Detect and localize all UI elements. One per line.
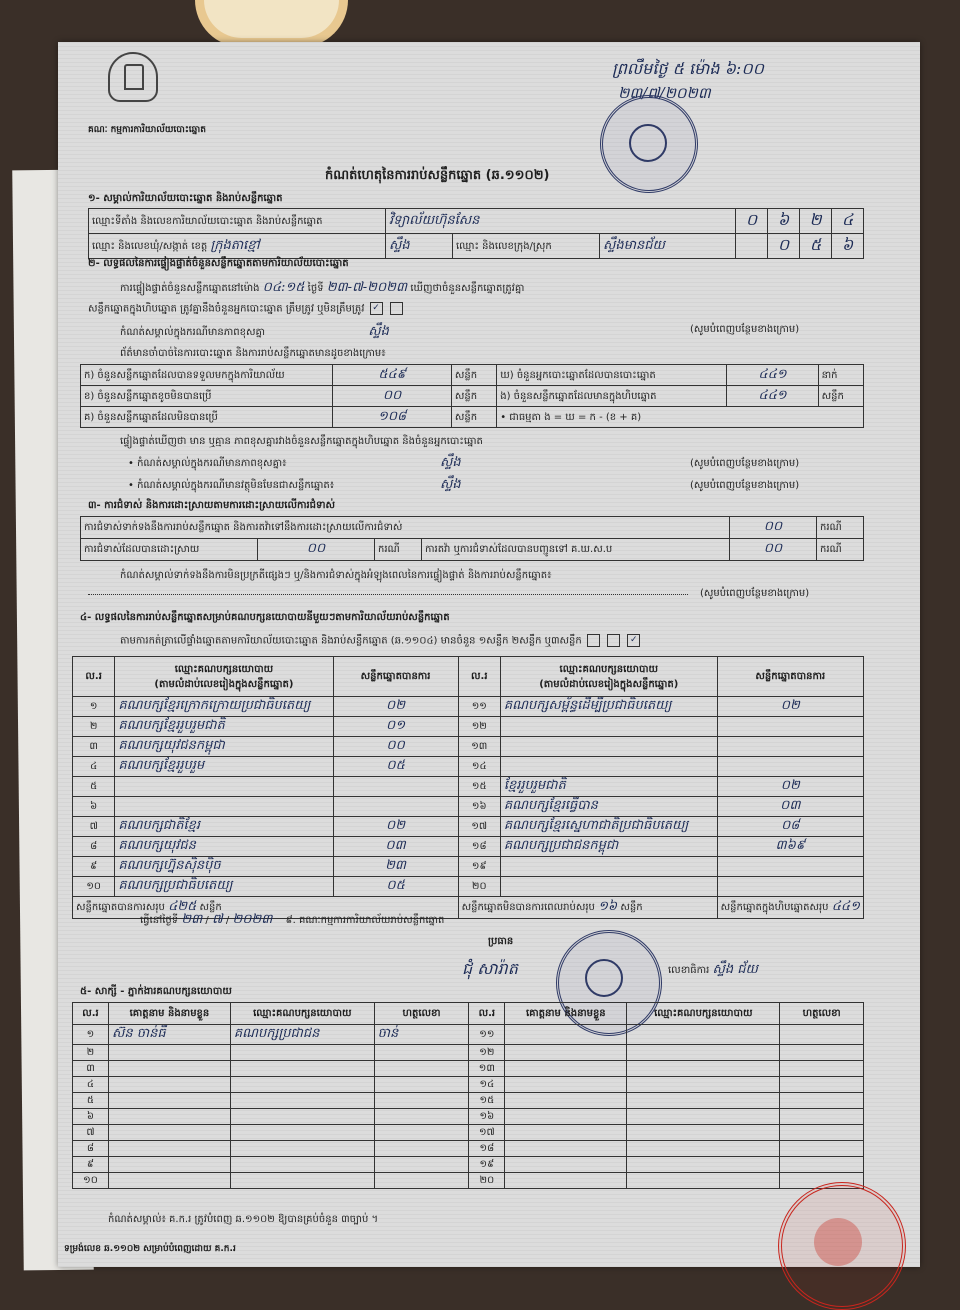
s2-table-intro: ព័ត៌មានចាំបាច់នៃការបោះឆ្នោត និងការរាប់សន្លឹកឆ្នោតមានដូចខាងក្រោម៖ [120, 348, 386, 359]
s1-row2-label [89, 234, 386, 259]
s2-note2-value: ស្ទឹង [440, 477, 461, 492]
s3-r2-unit2: ករណី [817, 539, 864, 561]
s4-row-votes: ០១ [333, 717, 458, 737]
s5-row-no: ១១ [469, 1025, 505, 1045]
s4-row-no: ៤ [73, 757, 115, 777]
s4-row-votes [717, 757, 863, 777]
s4-row-party: គណបក្សប្រជាជនកម្ពុជា [500, 837, 717, 857]
s4-row-party: គណបក្សជាតិខ្មែរ [115, 817, 333, 837]
cup-object [195, 0, 348, 47]
s5-col-party: ឈ្មោះគណបក្សនយោបាយ [230, 1003, 374, 1025]
s5-footnote: កំណត់សម្គាល់៖ គ.ក.រ ត្រូវបំពេញ ឆ.១១០២ ឱ្យបានគ្រប់ចំនួន ៣ច្បាប់ ។ [108, 1214, 379, 1225]
s1-row1-value: វិទ្យាល័យហ៊ុនសែន [386, 209, 736, 234]
s4-col-party-sub: (តាមលំដាប់លេខរៀងក្នុងសន្លឹកឆ្នោត) [154, 678, 294, 690]
s3-r1-value: ០០ [730, 517, 817, 539]
s3-note: កំណត់សម្គាល់ទាក់ទងនឹងការមិនប្រក្រតីផ្សេងៗ ឬ/និងការជំទាស់ក្នុងអំឡុងពេលនៃការផ្ទៀងផ្ទាត់ និងការរាប់សន្លឹកឆ្នោត៖ [120, 570, 552, 581]
s2-row-value2: ៤៤១ [727, 386, 818, 407]
s4-row-no: ១៩ [458, 857, 500, 877]
s4-row-no: ១៦ [458, 797, 500, 817]
s2-total-value: ស្ទឹង [368, 324, 389, 339]
section-3-heading: ៣- ការជំទាស់ និងការដោះស្រាយតាមការដោះស្រាយលើការជំទាស់ [88, 500, 336, 511]
s4-row-party: គណបក្សសម្ព័ន្ធដើម្បីប្រជាធិបតេយ្យ [500, 697, 717, 717]
s5-row-no: ៣ [73, 1061, 109, 1077]
s1-digit: ០ [768, 234, 800, 259]
s2-row-value: ០០ [333, 386, 451, 407]
national-emblem-icon [108, 52, 158, 102]
s4-total-box-cell [717, 897, 863, 919]
s4-done-month: ៧ [211, 912, 223, 927]
s4-row-no: ៩ [73, 857, 115, 877]
s4-col-party-label: ឈ្មោះគណបក្សនយោបាយ [559, 663, 658, 675]
s4-unit: សន្លឹក [620, 902, 643, 913]
s3-r2-value: ០០ [258, 539, 375, 561]
s2-note1-fill: (សូមបំពេញបន្ថែមខាងក្រោម) [690, 458, 800, 469]
s4-col-no: ល.រ [458, 657, 500, 697]
s2-line1 [120, 280, 524, 296]
s4-col-party-label: ឈ្មោះគណបក្សនយោបាយ [174, 663, 274, 675]
s4-total-invalid-label: សន្លឹកឆ្នោតមិនបានការពេលរាប់សរុប [461, 902, 595, 913]
official-seal-top [600, 95, 698, 193]
section-1-heading: ១- សម្គាល់ការិយាល័យបោះឆ្នោត និងរាប់សន្លឹកឆ្នោត [88, 193, 283, 204]
s5-row-no: ២ [73, 1045, 109, 1061]
s3-r2-label2: ការតវ៉ា ឬការជំទាស់ដែលបានបញ្ជូនទៅ គ.ឃ.ស.ប [422, 539, 730, 561]
s4-secretary-label: លេខាធិការ [668, 965, 710, 976]
s5-row-no: ១៩ [469, 1157, 505, 1173]
section-4-table [72, 656, 864, 919]
s4-row-no: ១១ [458, 697, 500, 717]
s5-col-sig: ហត្ថលេខា [780, 1003, 864, 1025]
s3-fill-line [88, 594, 688, 595]
s1-row1-label: ឈ្មោះទីតាំង និងលេខការិយាល័យបោះឆ្នោត និងរាប់សន្លឹកឆ្នោត [89, 209, 386, 234]
s2-row-unit2: សន្លឹក [818, 386, 863, 407]
s4-checkbox-checked: ✓ [627, 634, 640, 647]
s4-row-party: គណបក្សយុវជនកម្ពុជា [115, 737, 333, 757]
s2-question-line: ផ្ទៀងផ្ទាត់ឃើញថា មាន ឬគ្មាន ភាពខុសគ្នារវាងចំនួនសន្លឹកឆ្នោតក្នុងហិបឆ្នោត និងចំនួនអ្នកបោះឆ្នោត [120, 436, 483, 447]
section-5-table [72, 1002, 864, 1189]
s4-row-no: ៨ [73, 837, 115, 857]
s4-row-votes: ០៥ [333, 757, 458, 777]
s1-row2-label-text: ឈ្មោះ និងលេខឃុំ/សង្កាត់ ខេត្ត [92, 240, 208, 252]
s5-row-no: ៦ [73, 1109, 109, 1125]
office-label: គណៈ កម្មការការិយាល័យបោះឆ្នោត [88, 125, 206, 135]
s5-col-no: ល.រ [73, 1003, 109, 1025]
form-title: កំណត់ហេតុនៃការរាប់សន្លឹកឆ្នោត (ឆ.១១០២) [325, 168, 550, 183]
s2-row-unit: សន្លឹក [451, 386, 496, 407]
s2-line2-text: សន្លឹកឆ្នោតក្នុងហិបឆ្នោត ត្រូវគ្នានឹងចំនួនអ្នកបោះឆ្នោត ត្រឹមត្រូវ ឬមិនត្រឹមត្រូវ [88, 303, 365, 315]
s5-row-no: ១២ [469, 1045, 505, 1061]
s2-note2: • កំណត់សម្គាល់ក្នុងករណីមានវត្ថុមិនមែនជាសន្លឹកឆ្នោត៖ [128, 480, 335, 491]
s4-row-party [115, 797, 333, 817]
s3-r2-value2: ០០ [730, 539, 817, 561]
s4-unit: សន្លឹក [199, 902, 222, 913]
s4-row-votes: ០៥ [333, 877, 458, 897]
s4-row-party: គណបក្សខ្មែរក្រោកក្រោយប្រជាធិបតេយ្យ [115, 697, 333, 717]
s2-row-value: ៥៤៩ [333, 365, 451, 386]
s5-row-no: ១៤ [469, 1077, 505, 1093]
s4-total-box: ៤៤១ [831, 899, 860, 914]
red-seal [778, 1182, 906, 1310]
s1-digit: ៦ [768, 209, 800, 234]
s3-r1-unit: ករណី [817, 517, 864, 539]
s4-row-no: ១២ [458, 717, 500, 737]
s4-col-party [115, 657, 333, 697]
s2-row-label: ខ) ចំនួនសន្លឹកឆ្នោតខូចមិនបានប្រើ [81, 386, 333, 407]
s1-row2-value2: ស្ទឹង [386, 234, 453, 259]
s1-digit: ០ [736, 209, 768, 234]
s4-done-day: ២៣ [181, 912, 203, 927]
s2-row-label: គ) ចំនួនសន្លឹកឆ្នោតដែលមិនបានប្រើ [81, 407, 333, 428]
s2-row-label2: ឃ) ចំនួនអ្នកបោះឆ្នោតដែលបានបោះឆ្នោត [497, 365, 727, 386]
s3-r1-label: ការជំទាស់ទាក់ទងនឹងការរាប់សន្លឹកឆ្នោត និងការតវ៉ាទៅនឹងការដោះស្រាយលើការជំទាស់ [81, 517, 730, 539]
s2-line1-pre: ការផ្ទៀងផ្ទាត់ចំនួនសន្លឹកឆ្នោតនៅម៉ោង [120, 283, 260, 294]
s4-row-party [500, 877, 717, 897]
s4-row-no: ១៣ [458, 737, 500, 757]
s2-total-line [120, 324, 389, 340]
s4-row-party: ខ្មែររួបរួមជាតិ [500, 777, 717, 797]
s5-row-no: ១៧ [469, 1125, 505, 1141]
s2-date-pre: ថ្ងៃទី [307, 283, 324, 294]
s4-total-valid: ៤២៥ [168, 899, 197, 914]
s5-col-name: គោត្តនាម និងនាមខ្លួន [108, 1003, 230, 1025]
s5-row-no: ១៣ [469, 1061, 505, 1077]
s1-row2-label2: ឈ្មោះ និងលេខក្រុង/ស្រុក [453, 234, 600, 259]
s4-row-party [500, 737, 717, 757]
section-5-heading: ៥- សាក្សី - ភ្នាក់ងារគណបក្សនយោបាយ [80, 986, 232, 997]
s1-row2-value1: ក្រុងតាខ្មៅ [210, 237, 260, 253]
s4-row-no: ២០ [458, 877, 500, 897]
s2-row-value2: ៤៤១ [727, 365, 818, 386]
s4-row-party: គណបក្សខ្មែររួបរួមជាតិ [115, 717, 333, 737]
s2-row-label: ក) ចំនួនសន្លឹកឆ្នោតដែលបានទទួលមកក្នុងការិយាល័យ [81, 365, 333, 386]
s4-row-votes [717, 717, 863, 737]
s5-row-no: ១ [73, 1025, 109, 1045]
section-4-heading: ៤- លទ្ធផលនៃការរាប់សន្លឹកឆ្នោតសម្រាប់គណបក្សនយោបាយនីមួយៗតាមការិយាល័យរាប់សន្លឹកឆ្នោត [80, 612, 450, 623]
s5-row-no: ៥ [73, 1093, 109, 1109]
s5-col-party: ឈ្មោះគណបក្សនយោបាយ [627, 1003, 780, 1025]
s4-row-votes [333, 777, 458, 797]
s4-intro-line [120, 634, 642, 648]
s4-row-no: ២ [73, 717, 115, 737]
s4-row-no: ៥ [73, 777, 115, 797]
s3-r2-unit: ករណី [375, 539, 422, 561]
s2-total-label: កំណត់សម្គាល់ក្នុងករណីមានភាពខុសគ្នា [120, 327, 266, 338]
s4-col-party-sub: (តាមលំដាប់លេខរៀងក្នុងសន្លឹកឆ្នោត) [539, 678, 679, 690]
s4-row-votes [717, 857, 863, 877]
s1-digit: ៥ [800, 234, 832, 259]
s3-fill: (សូមបំពេញបន្ថែមខាងក្រោម) [700, 588, 810, 599]
s4-done-line: ធ្វើនៅថ្ងៃទី ២៣ / ៧ / ២០២៣ ៩. គណៈកម្មការការិយាល័យរាប់សន្លឹកឆ្នោត [140, 912, 445, 927]
s4-row-votes: ០២ [333, 697, 458, 717]
s2-row-unit2: នាក់ [818, 365, 863, 386]
s4-row-votes: ០០ [333, 737, 458, 757]
s4-row-no: ១០ [73, 877, 115, 897]
s4-done-label: ធ្វើនៅថ្ងៃទី [140, 915, 179, 926]
s5-col-no: ល.រ [469, 1003, 505, 1025]
s4-done-year: ២០២៣ [232, 912, 273, 927]
s4-row-votes: ០២ [717, 777, 863, 797]
s4-col-votes: សន្លឹកឆ្នោតបានការ [717, 657, 863, 697]
s2-note1: • កំណត់សម្គាល់ក្នុងករណីមានភាពខុសគ្នា៖ [128, 458, 287, 469]
s1-row2-value3: ស្ទឹងមានជ័យ [600, 234, 736, 259]
section-2-table [80, 364, 864, 428]
s2-note-label: (សូមបំពេញបន្ថែមខាងក្រោម) [690, 324, 800, 335]
section-2-heading: ២- លទ្ធផលនៃការផ្ទៀងផ្ទាត់ចំនួនសន្លឹកឆ្នោតតាមការិយាល័យបោះឆ្នោត [88, 258, 349, 269]
s2-note2-fill: (សូមបំពេញបន្ថែមខាងក្រោម) [690, 480, 800, 491]
s4-row-votes: ៣៦៩ [717, 837, 863, 857]
s4-intro: តាមការកត់ត្រាលើផ្ទាំងឆ្នោតតាមការិយាល័យបោះឆ្នោត និងរាប់សន្លឹកឆ្នោត (ឆ.១១០៤) មានចំនួន ១សន្លឹក ២សន្លឹក ឬ៣សន្លឹក [120, 635, 582, 647]
s4-row-party [500, 757, 717, 777]
chair-signature: ជុំ សារ៉ាត [462, 959, 518, 978]
s5-row-no: ១៦ [469, 1109, 505, 1125]
s4-row-party [500, 717, 717, 737]
s4-row-party [115, 777, 333, 797]
section-1-table [88, 208, 864, 259]
s2-line2 [88, 302, 405, 316]
s4-row-party [500, 857, 717, 877]
s2-row-unit: សន្លឹក [451, 365, 496, 386]
s4-chair: ប្រធាន [488, 936, 514, 947]
s4-row-votes [717, 737, 863, 757]
s2-time: ០៤:១៥ [262, 280, 305, 295]
form-footer: ទម្រង់លេខ ឆ.១១០២ សម្រាប់បំពេញដោយ គ.ក.រ [64, 1244, 236, 1254]
s4-total-box-label: សន្លឹកឆ្នោតក្នុងហិបឆ្នោតសរុប [720, 902, 829, 913]
s4-row-party: គណបក្សហ្វ៊ុនស៊ិនប៉ិច [115, 857, 333, 877]
s4-col-no: ល.រ [73, 657, 115, 697]
s4-committee: ៩. គណៈកម្មការការិយាល័យរាប់សន្លឹកឆ្នោត [285, 915, 445, 926]
stamp-note: ព្រលឹមថ្ងៃ ៥ ម៉ោង ៦:០០ [612, 59, 764, 78]
s4-row-party: គណបក្សប្រជាធិបតេយ្យ [115, 877, 333, 897]
s4-row-no: ៣ [73, 737, 115, 757]
s5-row-no: ១៨ [469, 1141, 505, 1157]
s4-secretary-name: ស្ទឹង ជ័យ [712, 962, 758, 977]
s4-row-party: គណបក្សយុវជន [115, 837, 333, 857]
s5-row-no: ៧ [73, 1125, 109, 1141]
s4-row-no: ១៧ [458, 817, 500, 837]
s4-row-votes: ០២ [717, 697, 863, 717]
s4-row-votes: ០៣ [333, 837, 458, 857]
s5-row-no: ១៥ [469, 1093, 505, 1109]
section-3-table [80, 516, 864, 561]
s4-total-valid-label: សន្លឹកឆ្នោតបានការសរុប [76, 902, 165, 913]
s4-row-votes [717, 877, 863, 897]
stamp-date: ២៣/៧/២០២៣ [618, 84, 711, 102]
s5-col-sig: ហត្ថលេខា [374, 1003, 469, 1025]
s5-col-name: គោត្តនាម និងនាមខ្លួន [505, 1003, 627, 1025]
s2-row-formula: • ជាធម្មតា ង = ឃ = ក - (ខ + គ) [497, 407, 864, 428]
s2-row-value: ១០៨ [333, 407, 451, 428]
s4-row-no: ៦ [73, 797, 115, 817]
s2-checkbox-checked: ✓ [370, 302, 383, 315]
s5-row-party: គណបក្សប្រជាជន [230, 1025, 374, 1045]
s2-date: ២៣-៧-២០២៣ [326, 280, 408, 295]
s5-row-no: ៨ [73, 1141, 109, 1157]
s2-line1-post: ឃើញថាចំនួនសន្លឹកឆ្នោតត្រូវគ្នា [410, 283, 525, 294]
s5-row-name: ស៊ន ចាន់ធី [108, 1025, 230, 1045]
s4-row-votes [333, 797, 458, 817]
s4-secretary [668, 962, 758, 978]
s4-row-no: ១ [73, 697, 115, 717]
s4-checkbox-empty [587, 634, 600, 647]
s1-digit: ៦ [832, 234, 864, 259]
s4-row-votes: ០២ [333, 817, 458, 837]
s1-digit: ២ [800, 209, 832, 234]
s5-row-no: ២០ [469, 1173, 505, 1189]
s4-row-no: ៧ [73, 817, 115, 837]
s4-row-votes: ០៣ [717, 797, 863, 817]
s5-row-sig: ចាន់ [374, 1025, 469, 1045]
s4-row-party: គណបក្សខ្មែរស្នេហាជាតិប្រជាធិបតេយ្យ [500, 817, 717, 837]
s4-col-votes: សន្លឹកឆ្នោតបានការ [333, 657, 458, 697]
s4-row-votes: ០៨ [717, 817, 863, 837]
s2-note1-value: ស្ទឹង [440, 455, 461, 470]
s2-row-unit: សន្លឹក [451, 407, 496, 428]
s4-row-party: គណបក្សខ្មែរធ្វើបាន [500, 797, 717, 817]
s4-total-invalid: ១៦ [598, 899, 618, 914]
s4-row-no: ១៤ [458, 757, 500, 777]
s5-row-no: ១០ [73, 1173, 109, 1189]
s1-digit: ៤ [832, 209, 864, 234]
s2-checkbox-empty [390, 302, 403, 315]
s4-total-invalid-cell [458, 897, 717, 919]
s4-checkbox-empty [607, 634, 620, 647]
s4-row-votes: ២៣ [333, 857, 458, 877]
s5-row-no: ៩ [73, 1157, 109, 1173]
s5-row-no: ៤ [73, 1077, 109, 1093]
s4-row-party: គណបក្សខ្មែររួបរួម [115, 757, 333, 777]
s4-col-party [500, 657, 717, 697]
s3-r2-label: ការជំទាស់ដែលបានដោះស្រាយ [81, 539, 258, 561]
s2-row-label2: ង) ចំនួនសន្លឹកឆ្នោតដែលមានក្នុងហិបឆ្នោត [497, 386, 727, 407]
s4-row-no: ១៥ [458, 777, 500, 797]
s4-row-no: ១៨ [458, 837, 500, 857]
